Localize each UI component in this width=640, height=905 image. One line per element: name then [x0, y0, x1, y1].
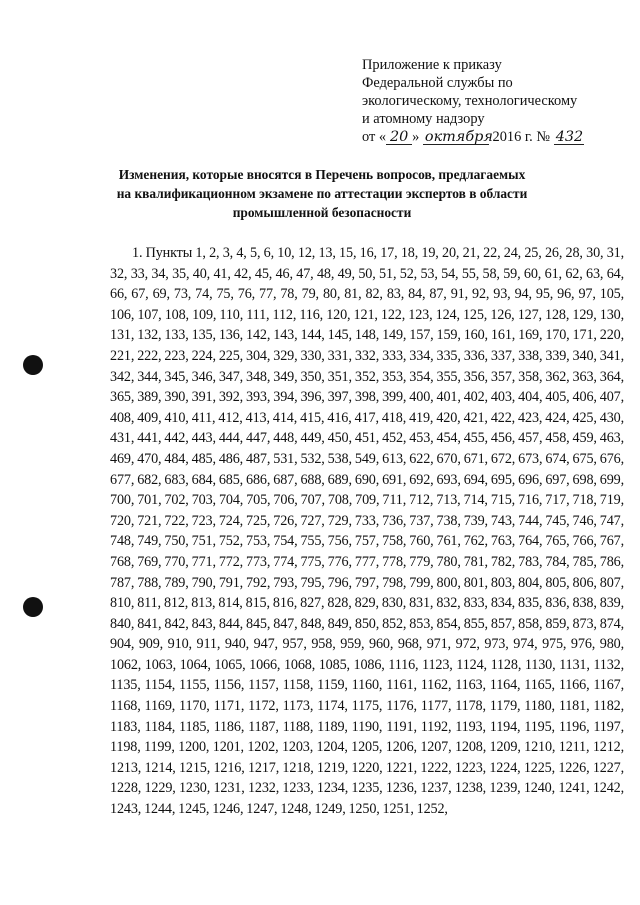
document-title: Изменения, которые вносятся в Перечень вопросов, предлагаемых на квалификационном экзамене по аттестации экспертов в области промышленной безопасности — [116, 167, 528, 220]
approval-line-2: Федеральной службы по — [362, 75, 513, 91]
date-quote-close: » — [412, 129, 420, 145]
punch-hole-bottom — [23, 597, 43, 617]
handwritten-day: 20 — [386, 130, 412, 145]
approval-date-line — [362, 128, 624, 146]
handwritten-month: октября — [424, 129, 493, 145]
approval-block — [362, 56, 624, 146]
approval-line-1: Приложение к приказу — [362, 57, 502, 73]
handwritten-order-number: 432 — [555, 129, 584, 145]
approval-line-4: и атомному надзору — [362, 111, 485, 127]
punch-hole-top — [23, 355, 43, 375]
approval-line-3: экологическому, технологическому — [362, 93, 578, 109]
items-paragraph: 1. Пункты 1, 2, 3, 4, 5, 6, 10, 12, 13, 15, 16, 17, 18, 19, 20, 21, 22, 24, 25, 26, 28, 30, 31, 32, 33, 34, 35, 40, 41, 42, 45, 46, 47, 48, 49, 50, 51, 52, 53, 54, 55, 58, 59, 60, 61, 62, 63, 64, 66, 67, 69, 73, 74, 75, 76, 77, 78, 79, 80, 81, 82, 83, 84, 87, 91, 92, 93, 94, 95, 96, 97, 105, 106, 107, 108, 109, 110, 111, 112, 116, 120, 121, 122, 123, 124, 125, 126, 127, 128, 129, 130, 131, 132, 133, 135, 136, 142, 143, 144, 145, 148, 149, 157, 159, 160, 161, 169, 170, 171, 220, 221, 222, 223, 224, 225, 304, 329, 330, 331, 332, 333, 334, 335, 336, 337, 338, 339, 340, 341, 342, 344, 345, 346, 347, 348, 349, 350, 351, 352, 353, 354, 355, 356, 357, 358, 362, 363, 364, 365, 389, 390, 391, 392, 393, 394, 396, 397, 398, 399, 400, 401, 402, 403, 404, 405, 406, 407, 408, 409, 410, 411, 412, 413, 414, 415, 416, 417, 418, 419, 420, 421, 422, 423, 424, 425, 430, 431, 441, 442, 443, 444, 447, 448, 449, 450, 451, 452, 453, 454, 455, 456, 457, 458, 459, 463, 469, 470, 484, 485, 486, 487, 531, 532, 538, 549, 613, 622, 670, 671, 672, 673, 674, 675, 676, 677, 682, 683, 684, 685, 686, 687, 688, 689, 690, 691, 692, 693, 694, 695, 696, 697, 698, 699, 700, 701, 702, 703, 704, 705, 706, 707, 708, 709, 711, 712, 713, 714, 715, 716, 717, 718, 719, 720, 721, 722, 723, 724, 725, 726, 727, 729, 733, 736, 737, 738, 739, 743, 744, 745, 746, 747, 748, 749, 750, 751, 752, 753, 754, 755, 756, 757, 758, 760, 761, 762, 763, 764, 765, 766, 767, 768, 769, 770, 771, 772, 773, 774, 775, 776, 777, 778, 779, 780, 781, 782, 783, 784, 785, 786, 787, 788, 789, 790, 791, 792, 793, 795, 796, 797, 798, 799, 800, 801, 803, 804, 805, 806, 807, 810, 811, 812, 813, 814, 815, 816, 827, 828, 829, 830, 831, 832, 833, 834, 835, 836, 838, 839, 840, 841, 842, 843, 844, 845, 847, 848, 849, 850, 852, 853, 854, 855, 857, 858, 859, 873, 874, 904, 909, 910, 911, 940, 947, 957, 958, 959, 960, 968, 971, 972, 973, 974, 975, 976, 980, 1062, 1063, 1064, 1065, 1066, 1068, 1085, 1086, 1116, 1123, 1124, 1128, 1130, 1131, 1132, 1135, 1154, 1155, 1156, 1157, 1158, 1159, 1160, 1161, 1162, 1163, 1164, 1165, 1166, 1167, 1168, 1169, 1170, 1171, 1172, 1173, 1174, 1175, 1176, 1177, 1178, 1179, 1180, 1181, 1182, 1183, 1184, 1185, 1186, 1187, 1188, 1189, 1190, 1191, 1192, 1193, 1194, 1195, 1196, 1197, 1198, 1199, 1200, 1201, 1202, 1203, 1204, 1205, 1206, 1207, 1208, 1209, 1210, 1211, 1212, 1213, 1214, 1215, 1216, 1217, 1218, 1219, 1220, 1221, 1222, 1223, 1224, 1225, 1226, 1227, 1228, 1229, 1230, 1231, 1232, 1233, 1234, 1235, 1236, 1237, 1238, 1239, 1240, 1241, 1242, 1243, 1244, 1245, 1246, 1247, 1248, 1249, 1250, 1251, 1252, — [110, 245, 624, 818]
year-number-label: 2016 г. № — [492, 129, 551, 145]
date-from-label: от « — [362, 129, 387, 145]
